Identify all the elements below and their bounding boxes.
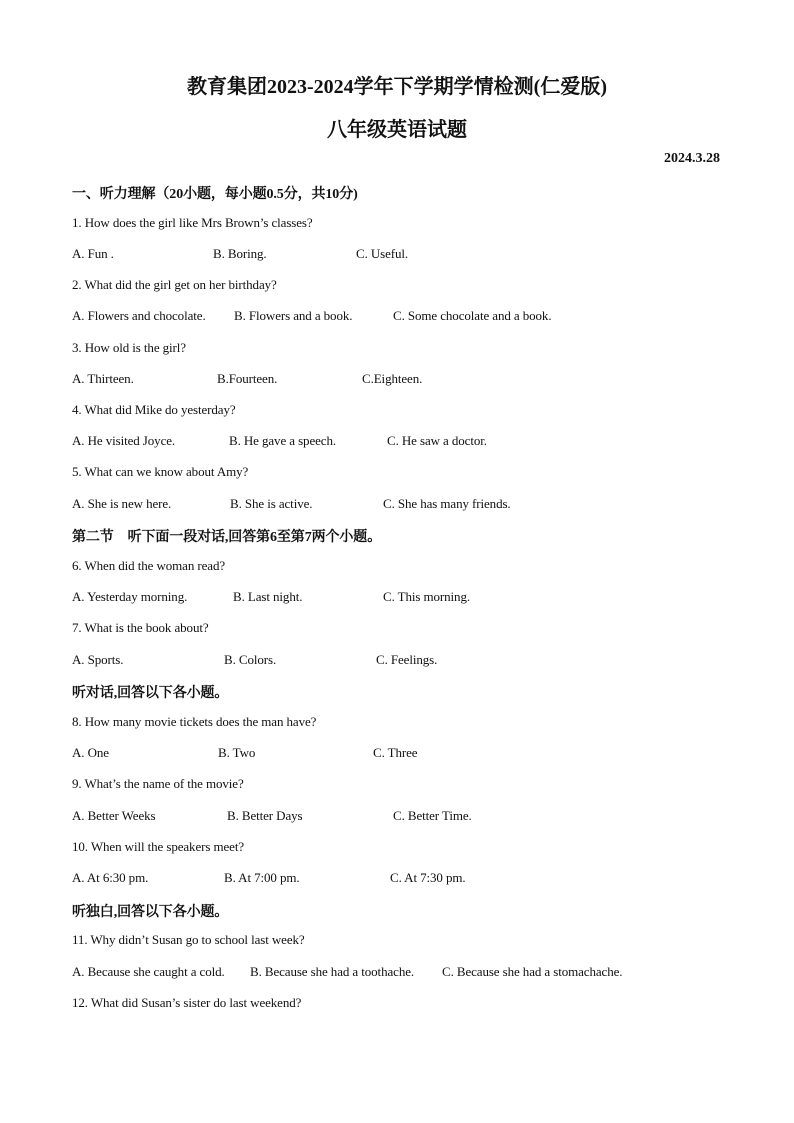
option-c: C. Some chocolate and a book.	[393, 308, 552, 323]
option-a: A. Better Weeks	[72, 808, 156, 823]
option-b: B. He gave a speech.	[229, 433, 337, 448]
option-a: A. At 6:30 pm.	[72, 870, 149, 885]
option-c: C. Feelings.	[376, 652, 438, 667]
option-a: A. Fun .	[72, 246, 114, 261]
question-7: 7. What is the book about?	[72, 620, 209, 635]
option-c: C. This morning.	[383, 589, 471, 604]
option-b: B. Boring.	[213, 246, 267, 261]
question-9: 9. What’s the name of the movie?	[72, 776, 244, 791]
option-a: A. One	[72, 745, 109, 760]
option-c: C. He saw a doctor.	[387, 433, 487, 448]
option-c: C. Useful.	[356, 246, 409, 261]
option-a: A. Because she caught a cold.	[72, 964, 225, 979]
option-a: A. Thirteen.	[72, 371, 134, 386]
question-11: 11. Why didn’t Susan go to school last week?	[72, 932, 305, 947]
option-a: A. She is new here.	[72, 496, 172, 511]
option-c: C. Better Time.	[393, 808, 472, 823]
question-4: 4. What did Mike do yesterday?	[72, 402, 236, 417]
option-a: A. He visited Joyce.	[72, 433, 176, 448]
option-b: B. Last night.	[233, 589, 303, 604]
exam-title: 教育集团2023-2024学年下学期学情检测(仁爱版)	[187, 76, 607, 98]
option-a: A. Flowers and chocolate.	[72, 308, 206, 323]
option-c: C. Because she had a stomachache.	[442, 964, 623, 979]
question-2: 2. What did the girl get on her birthday?	[72, 277, 277, 292]
option-c: C. She has many friends.	[383, 496, 511, 511]
option-b: B. At 7:00 pm.	[224, 870, 300, 885]
question-5: 5. What can we know about Amy?	[72, 464, 249, 479]
option-b: B. She is active.	[230, 496, 313, 511]
question-12: 12. What did Susan’s sister do last weekend?	[72, 995, 302, 1010]
option-b: B. Colors.	[224, 652, 277, 667]
option-b: B. Because she had a toothache.	[250, 964, 415, 979]
option-b: B. Flowers and a book.	[234, 308, 353, 323]
section-heading-dialogue: 听对话,回答以下各小题。	[72, 686, 229, 701]
option-b: B. Better Days	[227, 808, 303, 823]
option-a: A. Sports.	[72, 652, 124, 667]
option-b: B. Two	[218, 745, 256, 760]
exam-subtitle: 八年级英语试题	[327, 119, 467, 141]
question-3: 3. How old is the girl?	[72, 340, 186, 355]
question-8: 8. How many movie tickets does the man have?	[72, 714, 317, 729]
option-b: B.Fourteen.	[217, 371, 278, 386]
option-a: A. Yesterday morning.	[72, 589, 188, 604]
exam-date: 2024.3.28	[664, 151, 720, 166]
section-heading-listening: 一、听力理解（20小题，每小题0.5分，共10分)	[72, 187, 358, 202]
section-heading-monologue: 听独白,回答以下各小题。	[72, 905, 229, 920]
option-c: C. At 7:30 pm.	[390, 870, 466, 885]
question-6: 6. When did the woman read?	[72, 558, 226, 573]
option-c: C. Three	[373, 745, 418, 760]
option-c: C.Eighteen.	[362, 371, 423, 386]
section-heading-part-two: 第二节 听下面一段对话,回答第6至第7两个小题。	[72, 530, 382, 545]
question-10: 10. When will the speakers meet?	[72, 839, 245, 854]
question-1: 1. How does the girl like Mrs Brown’s classes?	[72, 215, 313, 230]
